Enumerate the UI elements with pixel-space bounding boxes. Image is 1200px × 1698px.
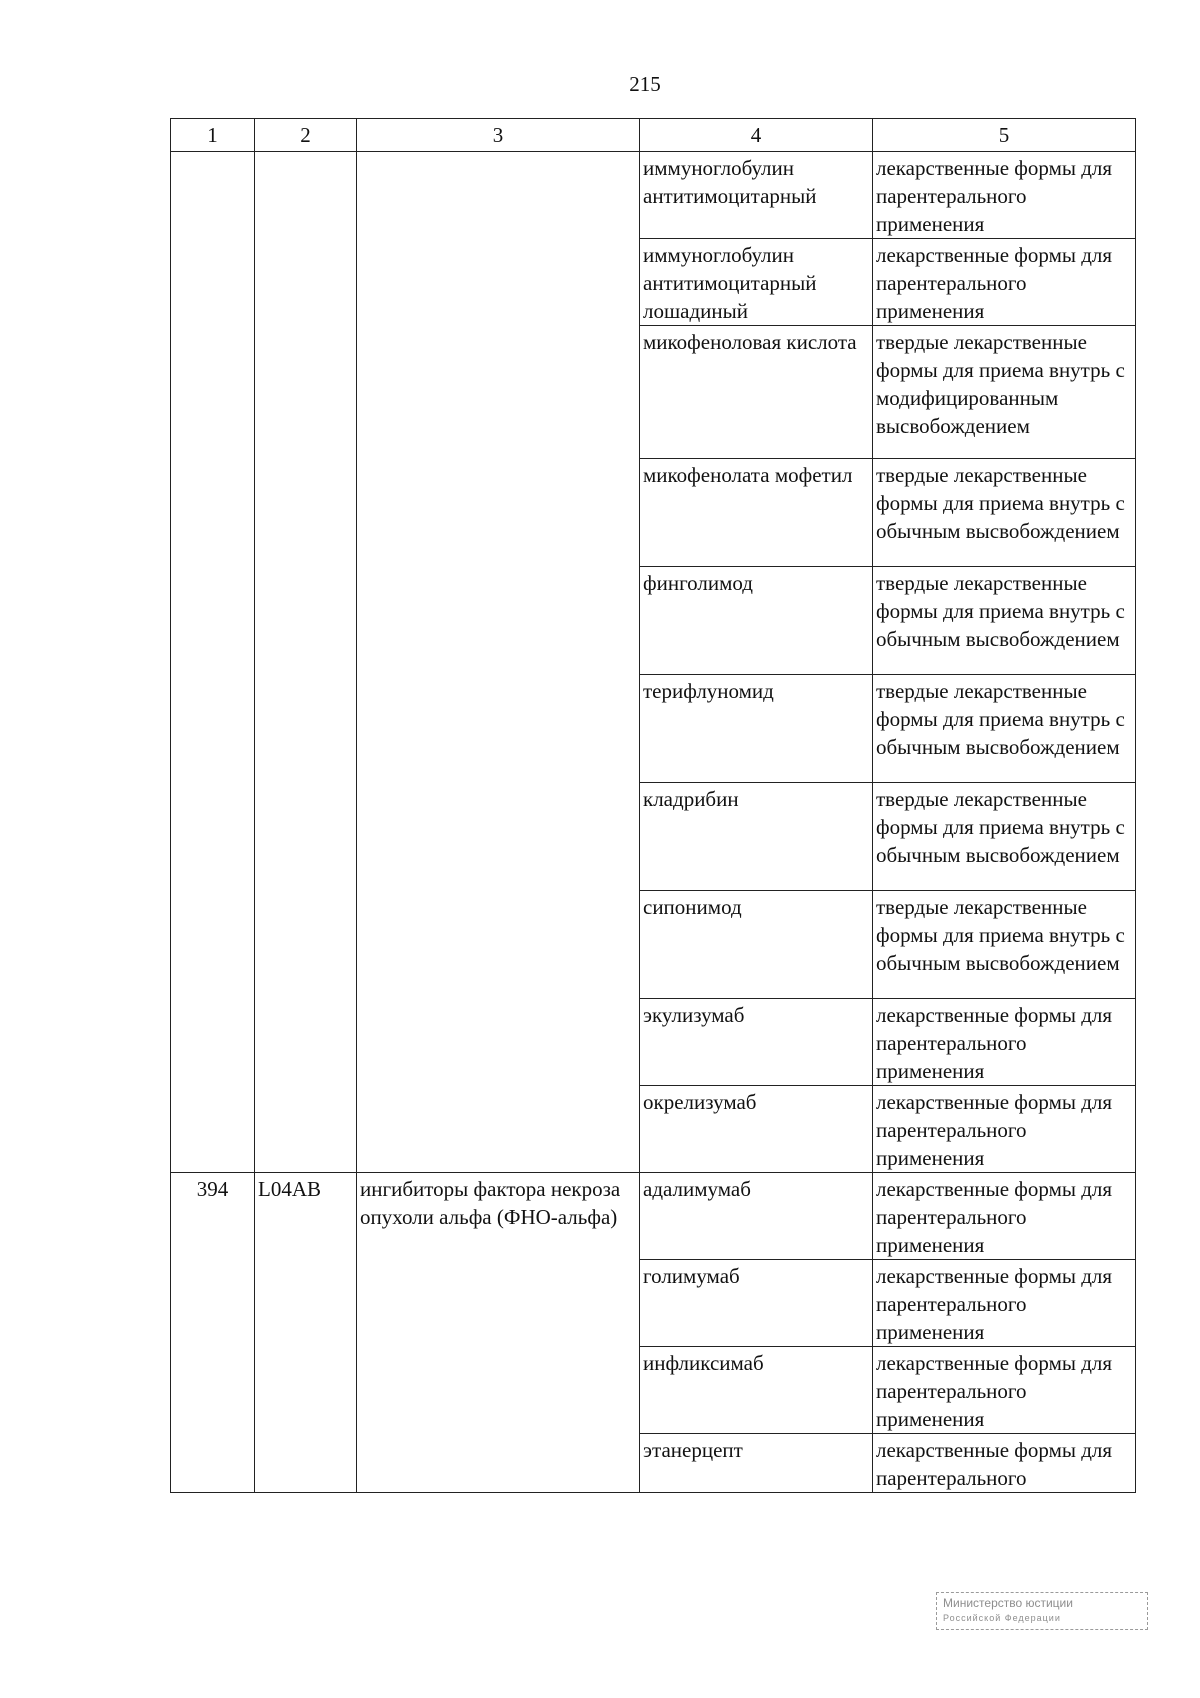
dosage-form: твердые лекарственные формы для приема внутрь с обычным высвобождением	[873, 783, 1136, 891]
dosage-form: лекарственные формы для парентерального применения	[873, 1260, 1136, 1347]
dosage-form: лекарственные формы для парентерального применения	[873, 239, 1136, 326]
dosage-form: лекарственные формы для парентерального	[873, 1434, 1136, 1493]
stamp-line-1: Министерство юстиции	[943, 1596, 1073, 1610]
header-col-5: 5	[873, 119, 1136, 152]
drug-name: адалимумаб	[640, 1173, 873, 1260]
drug-name: иммуноглобулин антитимоцитарный	[640, 152, 873, 239]
drug-name: голимумаб	[640, 1260, 873, 1347]
drug-name: этанерцепт	[640, 1434, 873, 1493]
drug-name: экулизумаб	[640, 999, 873, 1086]
dosage-form: лекарственные формы для парентерального применения	[873, 999, 1136, 1086]
dosage-form: твердые лекарственные формы для приема внутрь с обычным высвобождением	[873, 567, 1136, 675]
group-code-cell	[255, 152, 357, 1173]
dosage-form: лекарственные формы для парентерального применения	[873, 152, 1136, 239]
table-row	[171, 1173, 1136, 1260]
drug-name: терифлуномид	[640, 675, 873, 783]
group-number-cell	[171, 152, 255, 1173]
drug-registry-table	[170, 118, 1136, 1493]
table-row	[171, 152, 1136, 239]
drug-name: микофенолата мофетил	[640, 459, 873, 567]
group-name: ингибиторы фактора некроза опухоли альфа (ФНО-альфа)	[357, 1173, 640, 1493]
header-col-2: 2	[255, 119, 357, 152]
header-col-1: 1	[171, 119, 255, 152]
dosage-form: твердые лекарственные формы для приема внутрь с обычным высвобождением	[873, 891, 1136, 999]
stamp-line-2: Российской Федерации	[943, 1613, 1061, 1623]
dosage-form: лекарственные формы для парентерального применения	[873, 1086, 1136, 1173]
drug-name: сипонимод	[640, 891, 873, 999]
drug-name: микофеноловая кислота	[640, 326, 873, 459]
dosage-form: лекарственные формы для парентерального применения	[873, 1347, 1136, 1434]
group-name-cell	[357, 152, 640, 1173]
header-row	[171, 119, 1136, 152]
group-number: 394	[171, 1173, 255, 1493]
group-code: L04AB	[255, 1173, 357, 1493]
registration-stamp	[936, 1592, 1148, 1630]
page-number: 215	[629, 72, 661, 96]
dosage-form: твердые лекарственные формы для приема внутрь с обычным высвобождением	[873, 459, 1136, 567]
drug-name: окрелизумаб	[640, 1086, 873, 1173]
drug-name: кладрибин	[640, 783, 873, 891]
dosage-form: твердые лекарственные формы для приема внутрь с обычным высвобождением	[873, 675, 1136, 783]
header-col-3: 3	[357, 119, 640, 152]
drug-name: инфликсимаб	[640, 1347, 873, 1434]
dosage-form: лекарственные формы для парентерального применения	[873, 1173, 1136, 1260]
header-col-4: 4	[640, 119, 873, 152]
dosage-form: твердые лекарственные формы для приема внутрь с модифицированным высвобождением	[873, 326, 1136, 459]
drug-name: иммуноглобулин антитимоцитарный лошадиный	[640, 239, 873, 326]
drug-name: финголимод	[640, 567, 873, 675]
